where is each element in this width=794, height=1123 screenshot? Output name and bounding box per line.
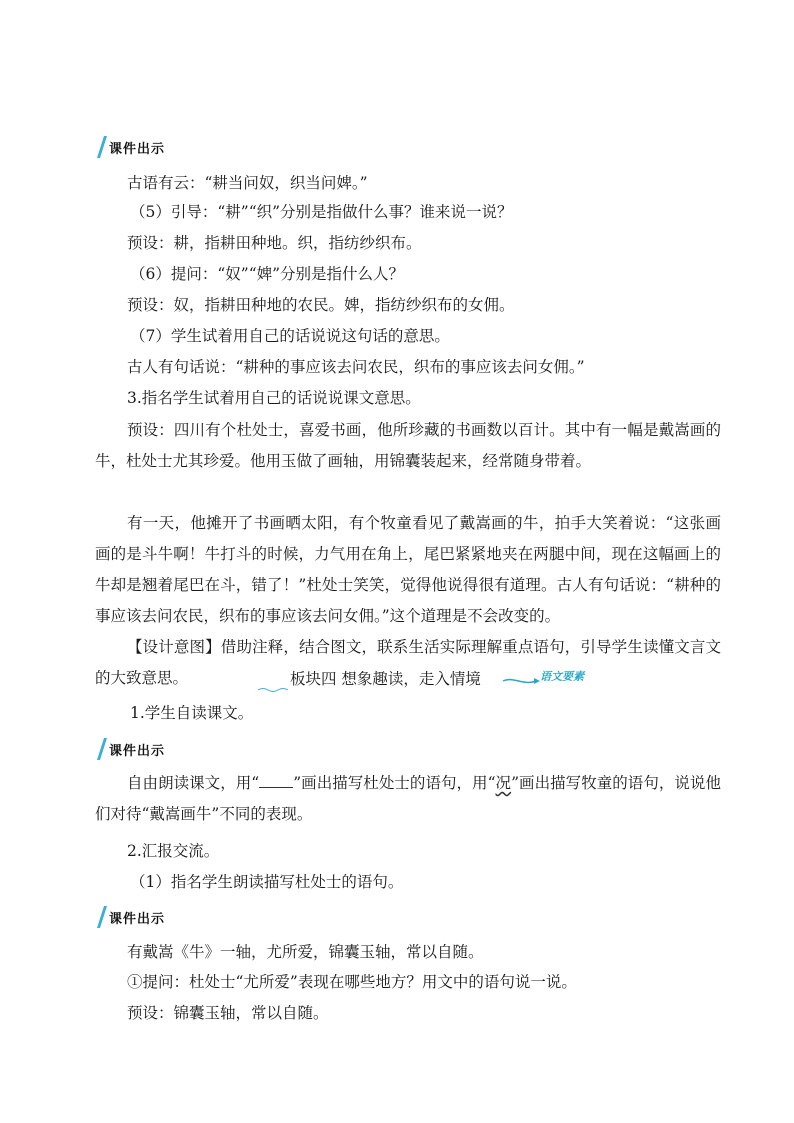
tag-label: 课件出示 bbox=[109, 744, 166, 759]
instruction-part: ”画出描写牧童的语句，说说他们对待“戴嵩画牛”不同的表现。 bbox=[95, 774, 721, 823]
text-line: 3.指名学生试着用自己的话说说课文意思。 bbox=[127, 389, 421, 407]
courseware-tag bbox=[97, 736, 217, 762]
text-line: 古人有句话说：“耕种的事应该去问农民，织布的事应该去问女佣。” bbox=[127, 358, 585, 376]
paragraph-instruction bbox=[95, 768, 721, 830]
wavy-underline-mark: 况 bbox=[495, 774, 512, 792]
text-line: 预设：锦囊玉轴，常以自随。 bbox=[127, 1004, 329, 1022]
text-line: 有戴嵩《牛》一轴，尤所爱，锦囊玉轴，常以自随。 bbox=[127, 943, 484, 961]
courseware-tag bbox=[97, 904, 217, 930]
text-line: 预设：奴，指耕田种地的农民。婢，指纺纱织布的女佣。 bbox=[127, 296, 515, 314]
courseware-tag bbox=[97, 134, 217, 160]
straight-underline-mark bbox=[259, 773, 293, 788]
text-line: （7）学生试着用自己的话说说这句话的意思。 bbox=[130, 327, 450, 345]
tag-label: 课件出示 bbox=[109, 912, 166, 927]
text-line: 预设：耕，指耕田种地。织，指纺纱织布。 bbox=[127, 234, 422, 252]
instruction-part: ”画出描写杜处士的语句，用“ bbox=[293, 774, 496, 792]
instruction-part: 自由朗读课文，用“ bbox=[127, 774, 260, 792]
tag-slash-icon bbox=[97, 738, 107, 760]
heading-badge: 语文要素 bbox=[540, 670, 584, 683]
text-line: 古语有云：“耕当问奴，织当问婢。” bbox=[127, 174, 368, 192]
text-line: （1）指名学生朗读描写杜处士的语句。 bbox=[130, 873, 404, 891]
text-line: （5）引导：“耕”“织”分别是指做什么事？谁来说一说？ bbox=[130, 203, 513, 221]
text-line: ①提问：杜处士“尤所爱”表现在哪些地方？用文中的语句说一说。 bbox=[127, 973, 577, 991]
paragraph-story: 有一天，他摊开了书画晒太阳，有个牧童看见了戴嵩画的牛，拍手大笑着说：“这张画画的是斗牛啊！牛打斗的时候，力气用在角上，尾巴紧紧地夹在两腿中间，现在这幅画上的牛却是翘着尾巴在斗，错了！”杜处士笑笑，觉得他说得很有道理。古人有句话说：“耕种的事应该去问农民，织布的事应该去问女佣。”这个道理是不会改变的。 bbox=[95, 514, 721, 625]
heading-text: 板块四 想象趣读，走入情境 bbox=[290, 670, 481, 688]
tag-slash-icon bbox=[97, 906, 107, 928]
text-line: （6）提问：“奴”“婢”分别是指什么人？ bbox=[130, 265, 405, 283]
paragraph-summary: 预设：四川有个杜处士，喜爱书画，他所珍藏的书画数以百计。其中有一幅是戴嵩画的牛，杜处士尤其珍爱。他用玉做了画轴，用锦囊装起来，经常随身带着。 bbox=[95, 421, 721, 470]
text-line: 1.学生自读课文。 bbox=[130, 704, 254, 722]
text-line: 2.汇报交流。 bbox=[127, 842, 220, 860]
tag-label: 课件出示 bbox=[109, 142, 166, 157]
paragraph-design-intent: 【设计意图】借助注释，结合图文，联系生活实际理解重点语句，引导学生读懂文言文的大致意思。 bbox=[95, 638, 721, 687]
tag-slash-icon bbox=[97, 136, 107, 158]
section-heading bbox=[258, 666, 598, 692]
